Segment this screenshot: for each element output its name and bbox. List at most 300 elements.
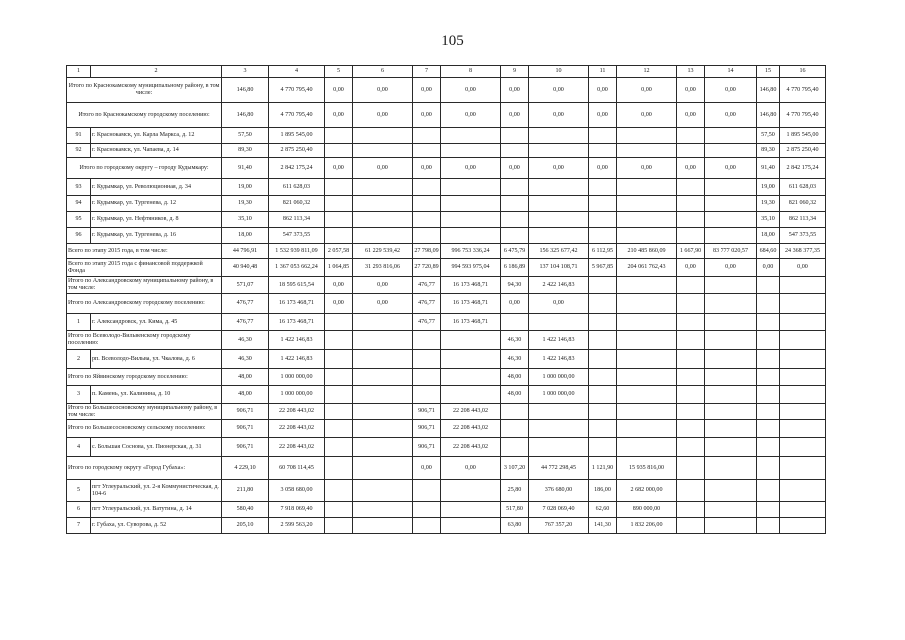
value-cell: 767 357,20 — [529, 518, 589, 534]
value-cell: 48,00 — [501, 369, 529, 386]
value-cell: 0,00 — [353, 103, 413, 128]
value-cell: 0,00 — [441, 158, 501, 179]
value-cell — [780, 480, 826, 502]
value-cell — [757, 277, 780, 294]
value-cell — [441, 480, 501, 502]
value-cell: 0,00 — [589, 158, 617, 179]
table-row — [67, 244, 826, 259]
value-cell: 684,60 — [757, 244, 780, 259]
value-cell: 0,00 — [617, 103, 677, 128]
row-number-cell: 2 — [67, 350, 91, 369]
value-cell: 62,60 — [589, 502, 617, 518]
value-cell: 137 104 108,71 — [529, 259, 589, 277]
value-cell: 4 229,10 — [222, 457, 269, 480]
value-cell: 18 595 615,54 — [269, 277, 325, 294]
value-cell: 146,80 — [222, 78, 269, 103]
value-cell: 547 373,55 — [780, 228, 826, 244]
value-cell — [757, 404, 780, 420]
value-cell — [413, 212, 441, 228]
value-cell — [441, 502, 501, 518]
value-cell — [617, 212, 677, 228]
value-cell — [617, 420, 677, 438]
value-cell: 517,80 — [501, 502, 529, 518]
table-row — [67, 196, 826, 212]
column-number-cell: 5 — [325, 66, 353, 78]
value-cell: 571,07 — [222, 277, 269, 294]
value-cell: 146,80 — [222, 103, 269, 128]
table-row — [67, 386, 826, 404]
value-cell: 141,30 — [589, 518, 617, 534]
value-cell — [353, 331, 413, 350]
value-cell — [705, 294, 757, 314]
table-row — [67, 420, 826, 438]
value-cell: 611 628,03 — [269, 179, 325, 196]
address-cell: г. Краснокамск, ул. Карла Маркса, д. 12 — [91, 128, 222, 144]
value-cell — [705, 420, 757, 438]
value-cell: 0,00 — [325, 103, 353, 128]
row-number-cell: 4 — [67, 438, 91, 457]
value-cell: 0,00 — [413, 158, 441, 179]
row-number-cell: 92 — [67, 144, 91, 158]
value-cell — [353, 457, 413, 480]
table-row — [67, 518, 826, 534]
value-cell: 1 064,85 — [325, 259, 353, 277]
column-number-cell: 14 — [705, 66, 757, 78]
value-cell — [413, 518, 441, 534]
value-cell — [325, 144, 353, 158]
value-cell: 27 720,89 — [413, 259, 441, 277]
value-cell: 476,77 — [222, 314, 269, 331]
value-cell: 1 832 206,00 — [617, 518, 677, 534]
value-cell — [353, 314, 413, 331]
value-cell — [617, 128, 677, 144]
address-cell: г. Кудымкар, ул. Революционная, д. 34 — [91, 179, 222, 196]
value-cell: 15 935 816,00 — [617, 457, 677, 480]
value-cell: 580,40 — [222, 502, 269, 518]
value-cell: 57,50 — [757, 128, 780, 144]
value-cell: 91,40 — [222, 158, 269, 179]
value-cell: 890 000,00 — [617, 502, 677, 518]
row-number-cell: 91 — [67, 128, 91, 144]
address-cell: пгт Углеуральский, ул. Ватутина, д. 14 — [91, 502, 222, 518]
row-number-cell: 3 — [67, 386, 91, 404]
value-cell: 60 708 114,45 — [269, 457, 325, 480]
value-cell: 1 667,90 — [677, 244, 705, 259]
value-cell: 46,30 — [222, 331, 269, 350]
value-cell — [325, 331, 353, 350]
value-cell: 16 173 468,71 — [441, 314, 501, 331]
value-cell — [677, 518, 705, 534]
value-cell — [413, 369, 441, 386]
value-cell — [441, 128, 501, 144]
value-cell: 2 842 175,24 — [780, 158, 826, 179]
value-cell — [325, 420, 353, 438]
value-cell — [501, 144, 529, 158]
value-cell — [441, 386, 501, 404]
value-cell — [780, 438, 826, 457]
value-cell — [325, 438, 353, 457]
value-cell: 22 208 443,02 — [269, 404, 325, 420]
row-number-cell: 5 — [67, 480, 91, 502]
value-cell — [589, 350, 617, 369]
value-cell — [501, 179, 529, 196]
value-cell: 19,00 — [222, 179, 269, 196]
value-cell: 1 367 053 662,24 — [269, 259, 325, 277]
value-cell: 821 060,32 — [780, 196, 826, 212]
value-cell: 0,00 — [413, 457, 441, 480]
value-cell: 146,80 — [757, 78, 780, 103]
value-cell: 46,30 — [501, 331, 529, 350]
value-cell — [705, 438, 757, 457]
column-number-cell: 6 — [353, 66, 413, 78]
table-row — [67, 179, 826, 196]
value-cell — [353, 212, 413, 228]
value-cell — [705, 457, 757, 480]
value-cell — [705, 277, 757, 294]
value-cell — [353, 144, 413, 158]
column-number-cell: 16 — [780, 66, 826, 78]
value-cell: 210 485 860,09 — [617, 244, 677, 259]
value-cell: 18,00 — [222, 228, 269, 244]
value-cell: 46,30 — [222, 350, 269, 369]
value-cell — [501, 228, 529, 244]
value-cell — [413, 144, 441, 158]
value-cell: 4 770 795,40 — [780, 103, 826, 128]
value-cell: 204 061 762,43 — [617, 259, 677, 277]
value-cell: 0,00 — [617, 78, 677, 103]
value-cell: 2 842 175,24 — [269, 158, 325, 179]
value-cell: 0,00 — [501, 158, 529, 179]
total-label-cell: Всего по этапу 2015 года, в том числе: — [67, 244, 222, 259]
value-cell — [677, 404, 705, 420]
value-cell: 476,77 — [413, 277, 441, 294]
subtotal-label-cell: Итого по Краснокамскому муниципальному району, в том числе: — [67, 78, 222, 103]
value-cell: 996 753 336,24 — [441, 244, 501, 259]
total-label-cell: Итого по Яйвинскому городскому поселению: — [67, 369, 222, 386]
value-cell — [780, 502, 826, 518]
value-cell: 48,00 — [222, 386, 269, 404]
value-cell: 89,30 — [222, 144, 269, 158]
value-cell: 22 208 443,02 — [269, 438, 325, 457]
value-cell: 1 895 545,00 — [269, 128, 325, 144]
value-cell: 1 422 146,83 — [269, 331, 325, 350]
value-cell: 0,00 — [677, 259, 705, 277]
value-cell — [617, 438, 677, 457]
value-cell — [705, 502, 757, 518]
value-cell: 1 121,90 — [589, 457, 617, 480]
value-cell — [617, 350, 677, 369]
value-cell — [529, 404, 589, 420]
value-cell: 19,00 — [757, 179, 780, 196]
value-cell — [529, 314, 589, 331]
value-cell — [353, 438, 413, 457]
value-cell — [413, 480, 441, 502]
value-cell — [501, 128, 529, 144]
address-cell: п. Камень, ул. Калинина, д. 10 — [91, 386, 222, 404]
value-cell: 19,30 — [222, 196, 269, 212]
value-cell: 0,00 — [441, 78, 501, 103]
total-label-cell: Всего по этапу 2015 года с финансовой поддержкой Фонда — [67, 259, 222, 277]
value-cell — [780, 420, 826, 438]
value-cell: 211,80 — [222, 480, 269, 502]
column-number-cell: 8 — [441, 66, 501, 78]
row-number-cell: 7 — [67, 518, 91, 534]
value-cell — [780, 518, 826, 534]
value-cell: 2 875 250,40 — [780, 144, 826, 158]
value-cell — [677, 179, 705, 196]
value-cell: 0,00 — [325, 277, 353, 294]
value-cell — [757, 480, 780, 502]
value-cell: 906,71 — [222, 420, 269, 438]
value-cell — [441, 212, 501, 228]
address-cell: рп. Всеволодо-Вильва, ул. Чкалова, д. 6 — [91, 350, 222, 369]
value-cell — [677, 502, 705, 518]
value-cell — [617, 386, 677, 404]
total-label-cell: Итого по городскому округу «Город Губаха»: — [67, 457, 222, 480]
value-cell: 6 475,79 — [501, 244, 529, 259]
value-cell: 0,00 — [325, 294, 353, 314]
value-cell: 0,00 — [325, 158, 353, 179]
value-cell — [677, 294, 705, 314]
value-cell: 6 112,95 — [589, 244, 617, 259]
value-cell — [705, 480, 757, 502]
value-cell: 906,71 — [222, 404, 269, 420]
value-cell — [589, 212, 617, 228]
table-row — [67, 212, 826, 228]
column-number-cell: 2 — [91, 66, 222, 78]
value-cell — [353, 502, 413, 518]
table-row — [67, 502, 826, 518]
value-cell — [677, 480, 705, 502]
value-cell: 1 422 146,83 — [269, 350, 325, 369]
value-cell — [529, 179, 589, 196]
value-cell — [325, 480, 353, 502]
value-cell — [677, 212, 705, 228]
register-table — [66, 65, 826, 534]
value-cell — [589, 228, 617, 244]
value-cell — [617, 294, 677, 314]
value-cell: 44 772 298,45 — [529, 457, 589, 480]
value-cell: 6 186,89 — [501, 259, 529, 277]
address-cell: пгт Углеуральский, ул. 2-я Коммунистическая, д. 104-6 — [91, 480, 222, 502]
value-cell: 2 599 563,20 — [269, 518, 325, 534]
total-label-cell: Итого по Большесосновскому муниципальному району, в том числе: — [67, 404, 222, 420]
column-number-cell: 3 — [222, 66, 269, 78]
value-cell — [413, 350, 441, 369]
row-number-cell: 6 — [67, 502, 91, 518]
value-cell — [353, 420, 413, 438]
value-cell: 0,00 — [529, 78, 589, 103]
table-row — [67, 228, 826, 244]
value-cell — [757, 386, 780, 404]
value-cell: 48,00 — [222, 369, 269, 386]
table-row — [67, 314, 826, 331]
value-cell: 2 682 000,00 — [617, 480, 677, 502]
value-cell: 0,00 — [705, 103, 757, 128]
value-cell — [413, 502, 441, 518]
value-cell — [325, 502, 353, 518]
value-cell — [617, 228, 677, 244]
column-number-cell: 10 — [529, 66, 589, 78]
value-cell: 476,77 — [413, 314, 441, 331]
value-cell — [441, 144, 501, 158]
value-cell — [757, 420, 780, 438]
value-cell — [780, 404, 826, 420]
value-cell — [353, 369, 413, 386]
table-row — [67, 259, 826, 277]
value-cell: 0,00 — [353, 158, 413, 179]
value-cell — [780, 350, 826, 369]
value-cell: 156 325 677,42 — [529, 244, 589, 259]
value-cell — [617, 331, 677, 350]
value-cell: 1 422 146,83 — [529, 350, 589, 369]
table-row — [67, 331, 826, 350]
value-cell: 22 208 443,02 — [441, 438, 501, 457]
value-cell — [589, 420, 617, 438]
value-cell: 0,00 — [780, 259, 826, 277]
value-cell — [677, 457, 705, 480]
value-cell — [589, 314, 617, 331]
table-header-row — [67, 66, 826, 78]
value-cell: 0,00 — [705, 158, 757, 179]
value-cell: 22 208 443,02 — [441, 420, 501, 438]
value-cell — [325, 196, 353, 212]
value-cell: 57,50 — [222, 128, 269, 144]
value-cell — [677, 228, 705, 244]
value-cell — [441, 196, 501, 212]
value-cell — [325, 518, 353, 534]
table-row — [67, 404, 826, 420]
value-cell: 186,00 — [589, 480, 617, 502]
value-cell: 0,00 — [705, 259, 757, 277]
value-cell — [413, 128, 441, 144]
value-cell — [705, 128, 757, 144]
value-cell: 16 173 468,71 — [269, 294, 325, 314]
value-cell — [780, 331, 826, 350]
value-cell — [325, 404, 353, 420]
value-cell: 91,40 — [757, 158, 780, 179]
value-cell — [353, 228, 413, 244]
value-cell — [617, 314, 677, 331]
value-cell: 1 000 000,00 — [529, 386, 589, 404]
value-cell — [501, 438, 529, 457]
value-cell: 0,00 — [501, 103, 529, 128]
column-number-cell: 11 — [589, 66, 617, 78]
value-cell: 27 798,09 — [413, 244, 441, 259]
value-cell — [501, 404, 529, 420]
table-row — [67, 128, 826, 144]
table-row — [67, 158, 826, 179]
value-cell — [325, 369, 353, 386]
value-cell — [705, 518, 757, 534]
value-cell — [677, 128, 705, 144]
value-cell — [677, 331, 705, 350]
value-cell: 0,00 — [353, 294, 413, 314]
column-number-cell: 9 — [501, 66, 529, 78]
value-cell — [757, 438, 780, 457]
value-cell — [501, 196, 529, 212]
subtotal-label-cell: Итого по городскому округу – городу Кудымкару: — [67, 158, 222, 179]
value-cell — [325, 179, 353, 196]
value-cell — [780, 277, 826, 294]
value-cell — [705, 314, 757, 331]
value-cell: 0,00 — [617, 158, 677, 179]
value-cell — [677, 350, 705, 369]
value-cell: 376 680,00 — [529, 480, 589, 502]
value-cell — [325, 457, 353, 480]
value-cell — [529, 228, 589, 244]
value-cell: 44 796,91 — [222, 244, 269, 259]
value-cell: 0,00 — [589, 78, 617, 103]
total-label-cell: Итого по Александровскому городскому поселению: — [67, 294, 222, 314]
value-cell — [617, 277, 677, 294]
table-row — [67, 457, 826, 480]
value-cell: 3 058 680,00 — [269, 480, 325, 502]
value-cell — [589, 144, 617, 158]
value-cell — [529, 420, 589, 438]
value-cell — [677, 277, 705, 294]
value-cell: 821 060,32 — [269, 196, 325, 212]
value-cell: 22 208 443,02 — [269, 420, 325, 438]
value-cell: 0,00 — [529, 103, 589, 128]
value-cell: 0,00 — [325, 78, 353, 103]
value-cell — [757, 294, 780, 314]
value-cell: 94,30 — [501, 277, 529, 294]
address-cell: г. Кудымкар, ул. Тургенева, д. 16 — [91, 228, 222, 244]
value-cell: 16 173 468,71 — [441, 277, 501, 294]
value-cell: 0,00 — [677, 103, 705, 128]
value-cell: 862 113,34 — [269, 212, 325, 228]
value-cell — [757, 457, 780, 480]
value-cell — [617, 144, 677, 158]
value-cell — [325, 314, 353, 331]
value-cell — [617, 196, 677, 212]
value-cell: 35,10 — [222, 212, 269, 228]
value-cell — [353, 128, 413, 144]
value-cell: 0,00 — [501, 78, 529, 103]
value-cell — [529, 144, 589, 158]
total-label-cell: Итого по Всеволодо-Вильвенскому городскому поселению: — [67, 331, 222, 350]
value-cell — [589, 277, 617, 294]
value-cell — [757, 518, 780, 534]
value-cell — [757, 331, 780, 350]
table-row — [67, 144, 826, 158]
value-cell — [757, 502, 780, 518]
value-cell: 0,00 — [413, 103, 441, 128]
value-cell — [705, 212, 757, 228]
value-cell — [325, 228, 353, 244]
value-cell: 0,00 — [529, 294, 589, 314]
value-cell — [757, 369, 780, 386]
value-cell — [589, 196, 617, 212]
value-cell — [705, 369, 757, 386]
value-cell: 1 000 000,00 — [529, 369, 589, 386]
value-cell: 994 593 975,04 — [441, 259, 501, 277]
value-cell — [413, 196, 441, 212]
value-cell: 31 293 816,06 — [353, 259, 413, 277]
value-cell — [501, 314, 529, 331]
value-cell — [705, 331, 757, 350]
value-cell: 2 422 146,83 — [529, 277, 589, 294]
value-cell — [441, 350, 501, 369]
row-number-cell: 96 — [67, 228, 91, 244]
address-cell: с. Большая Соснова, ул. Пионерская, д. 31 — [91, 438, 222, 457]
value-cell — [589, 331, 617, 350]
value-cell: 0,00 — [441, 103, 501, 128]
page-number: 105 — [441, 33, 464, 49]
value-cell — [325, 212, 353, 228]
value-cell: 83 777 020,57 — [705, 244, 757, 259]
